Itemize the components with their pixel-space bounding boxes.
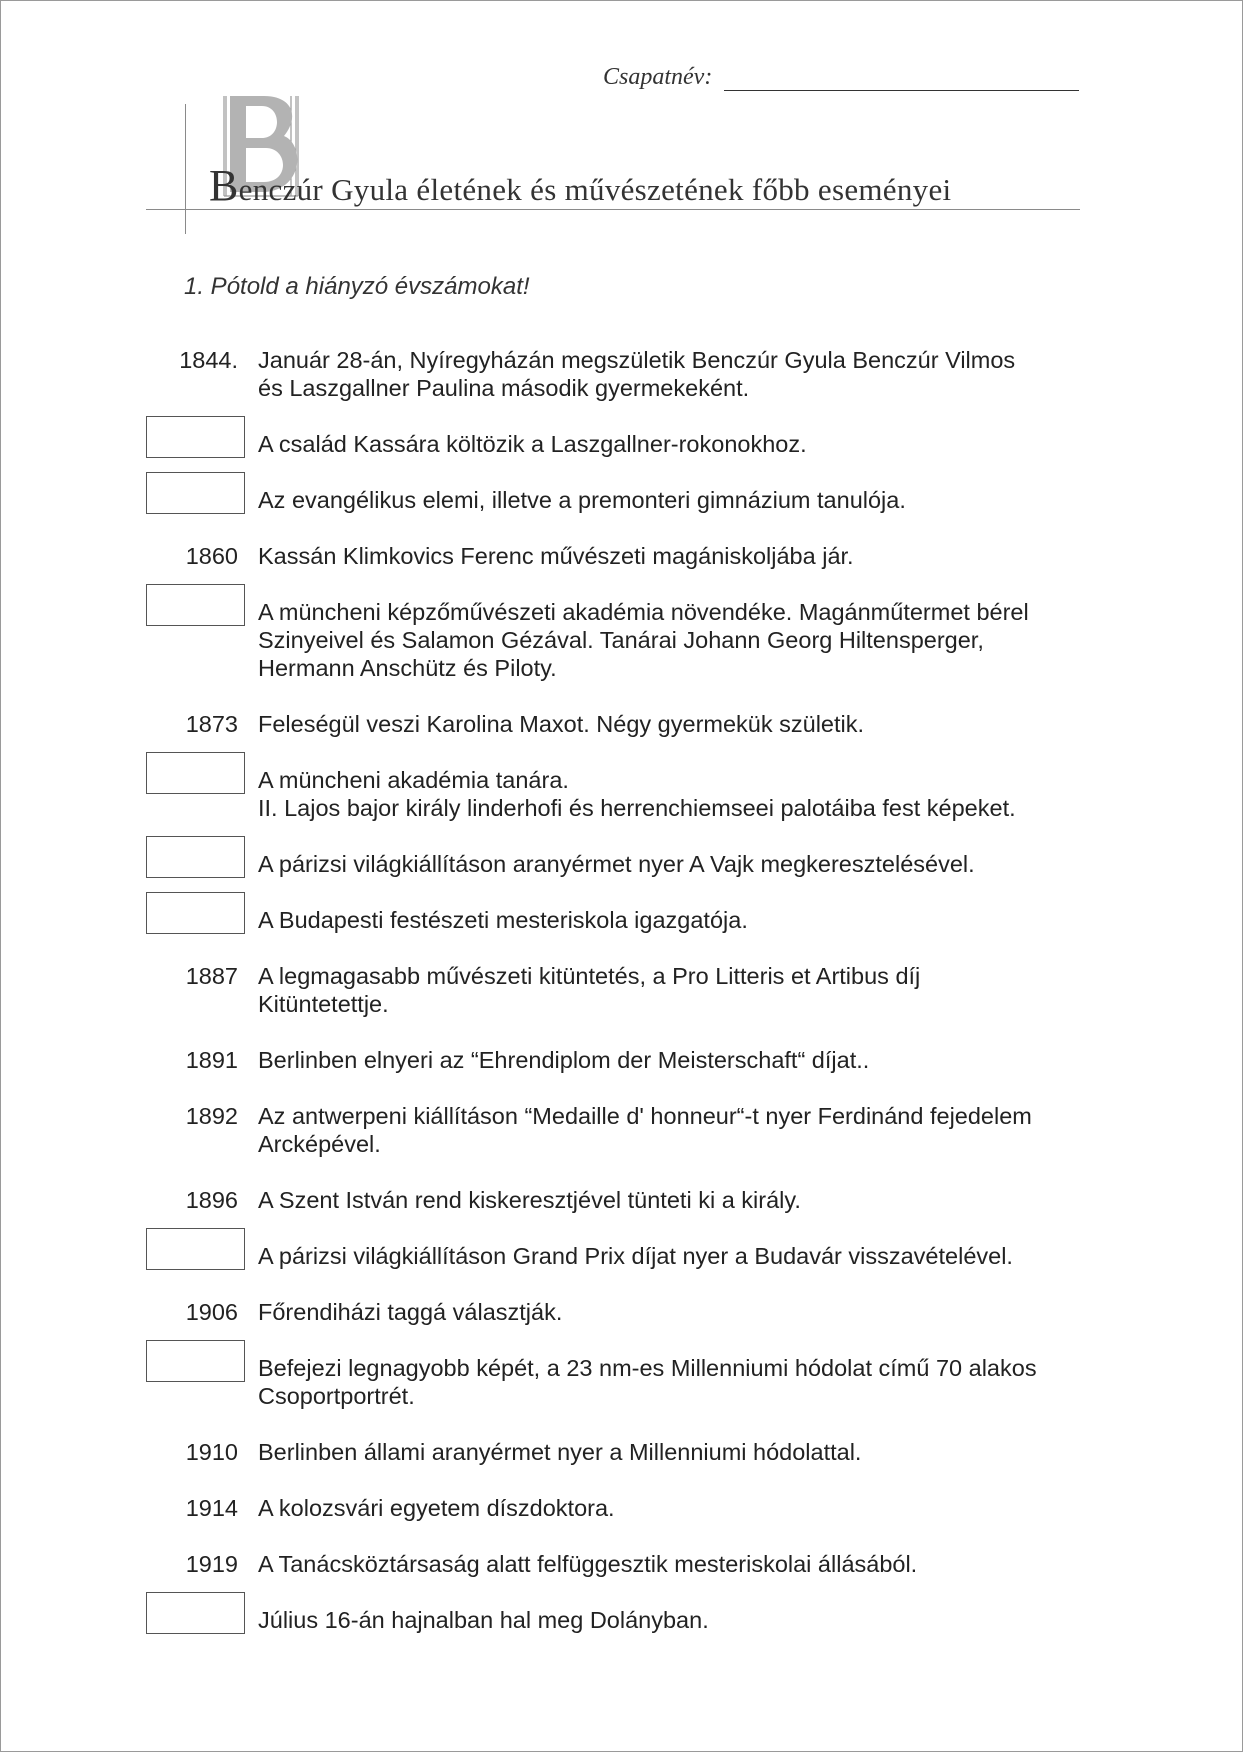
year-answer-box[interactable] <box>146 416 245 458</box>
year-answer-box[interactable] <box>146 1592 245 1634</box>
year-answer-box[interactable] <box>146 752 245 794</box>
entry-text: Befejezi legnagyobb képét, a 23 nm-es Millenniumi hódolat című 70 alakos Csoportportrét. <box>258 1355 1037 1409</box>
entry-year: 1919 <box>185 1551 238 1577</box>
entry-text: Július 16-án hajnalban hal meg Dolányban. <box>258 1607 709 1633</box>
entry-text: Kassán Klimkovics Ferenc művészeti magániskoljába jár. <box>258 543 854 569</box>
entry-year: 1844. <box>179 347 238 373</box>
header-vertical-rule <box>185 104 186 234</box>
team-name-label: Csapatnév: <box>603 64 713 90</box>
entry-year: 1860 <box>185 543 238 569</box>
entry-text: Feleségül veszi Karolina Maxot. Négy gyermekük születik. <box>258 711 865 737</box>
entry-text: A Budapesti festészeti mesteriskola igazgatója. <box>258 907 748 933</box>
entry-text: Az antwerpeni kiállításon “Medaille d' honneur“-t nyer Ferdinánd fejedelem Arcképével. <box>258 1103 1032 1157</box>
year-answer-box[interactable] <box>146 836 245 878</box>
year-answer-box[interactable] <box>146 1340 245 1382</box>
entry-year: 1891 <box>185 1047 238 1073</box>
entry-text: A Szent István rend kiskeresztjével tünteti ki a király. <box>258 1187 801 1213</box>
entry-text: A kolozsvári egyetem díszdoktora. <box>258 1495 615 1521</box>
entry-text: A müncheni akadémia tanára. II. Lajos bajor király linderhofi és herrenchiemseei palotáiba fest képeket. <box>258 767 1016 821</box>
instruction: 1. Pótold a hiányzó évszámokat! <box>184 273 530 300</box>
title-initial: B <box>209 161 239 210</box>
year-answer-box[interactable] <box>146 472 245 514</box>
entry-text: A Tanácsköztársaság alatt felfüggesztik mesteriskolai állásából. <box>258 1551 918 1577</box>
page-title <box>209 160 951 211</box>
entry-text: A müncheni képzőművészeti akadémia növendéke. Magánműtermet bérel Szinyeivel és Salamon Gézával. Tanárai Johann Georg Hiltensperger, Hermann Anschütz és Piloty. <box>258 599 1029 681</box>
entry-text: Berlinben állami aranyérmet nyer a Millenniumi hódolattal. <box>258 1439 862 1465</box>
entry-text: Berlinben elnyeri az “Ehrendiplom der Meisterschaft“ díjat.. <box>258 1047 870 1073</box>
entry-text: Az evangélikus elemi, illetve a premonteri gimnázium tanulója. <box>258 487 906 513</box>
entry-year: 1896 <box>185 1187 238 1213</box>
entry-year: 1910 <box>185 1439 238 1465</box>
entry-year: 1887 <box>185 963 238 989</box>
entry-year: 1873 <box>185 711 238 737</box>
entry-text: A párizsi világkiállításon Grand Prix díjat nyer a Budavár visszavételével. <box>258 1243 1013 1269</box>
entry-year: 1906 <box>185 1299 238 1325</box>
year-answer-box[interactable] <box>146 1228 245 1270</box>
entry-text: A család Kassára költözik a Laszgallner-rokonokhoz. <box>258 431 807 457</box>
entry-text: A legmagasabb művészeti kitüntetés, a Pro Litteris et Artibus díj Kitüntetettje. <box>258 963 921 1017</box>
entry-year: 1914 <box>185 1495 238 1521</box>
team-name-field[interactable] <box>724 90 1079 91</box>
year-answer-box[interactable] <box>146 584 245 626</box>
entry-text: Főrendiházi taggá választják. <box>258 1299 563 1325</box>
year-answer-box[interactable] <box>146 892 245 934</box>
entry-text: Január 28-án, Nyíregyházán megszületik Benczúr Gyula Benczúr Vilmos és Laszgallner Paulina második gyermekeként. <box>258 347 1016 401</box>
title-text: enczúr Gyula életének és művészetének főbb eseményei <box>238 172 952 207</box>
entry-text: A párizsi világkiállításon aranyérmet nyer A Vajk megkeresztelésével. <box>258 851 975 877</box>
entry-year: 1892 <box>185 1103 238 1129</box>
